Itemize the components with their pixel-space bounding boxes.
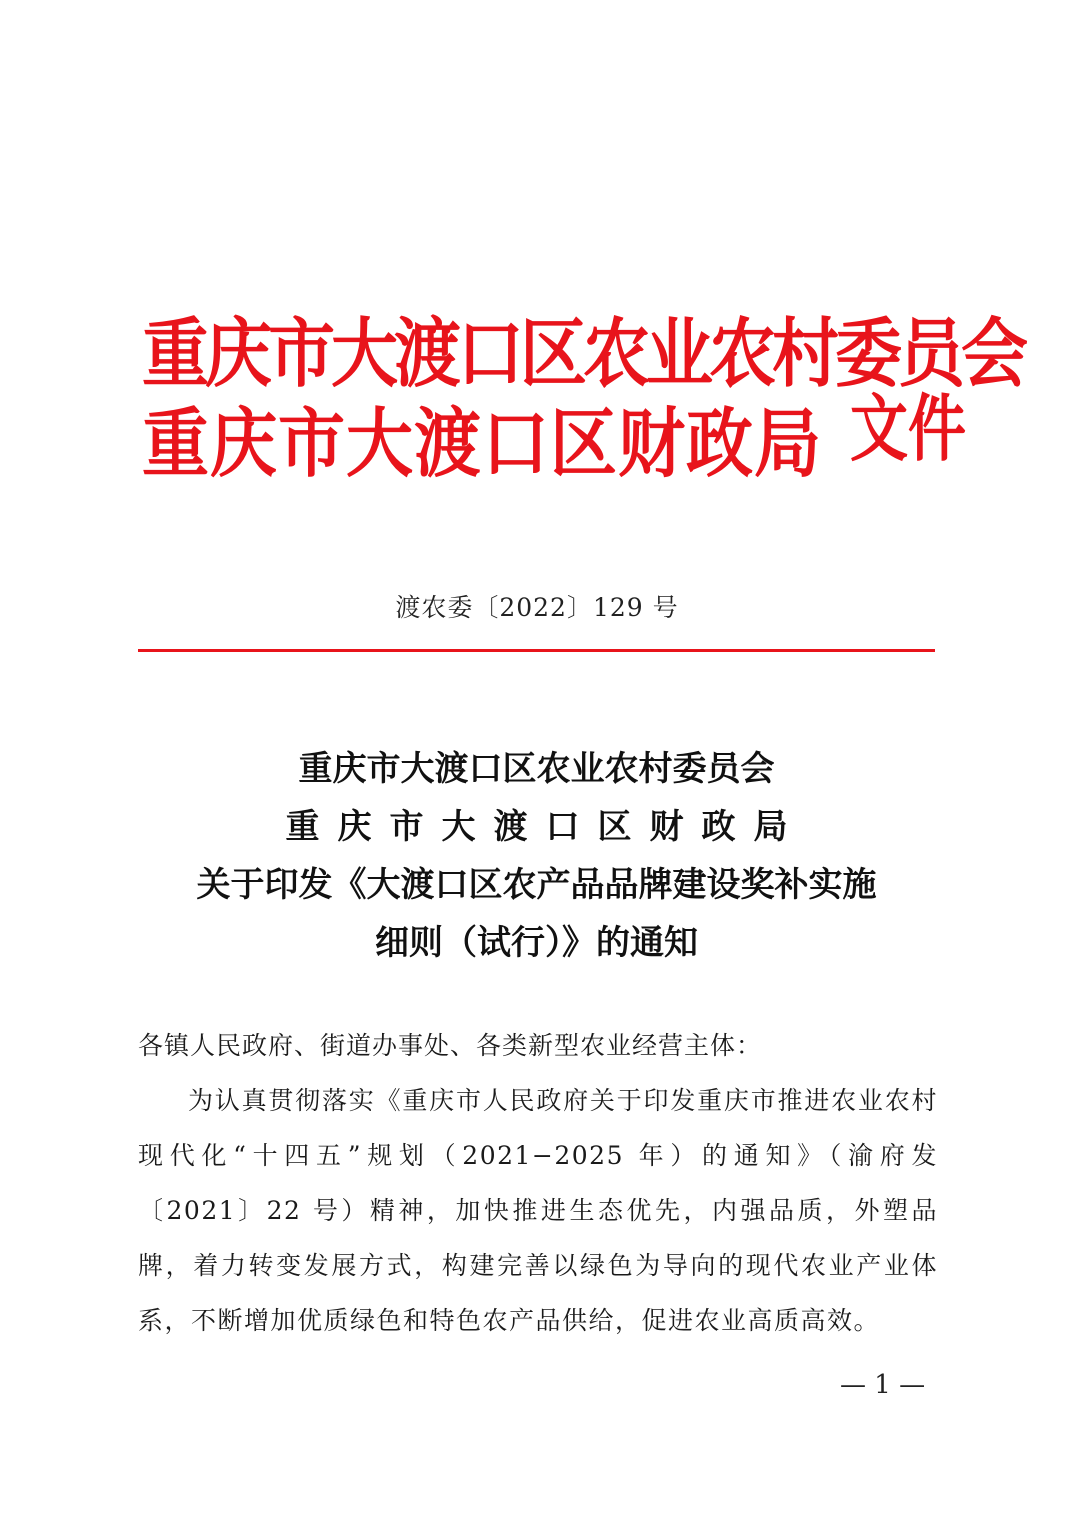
salutation: 各镇人民政府、街道办事处、各类新型农业经营主体： <box>138 1031 763 1060</box>
document-body <box>138 1018 938 1348</box>
title-line-4: 细则（试行）》的通知 <box>375 923 698 963</box>
title-line-2: 重庆市大渡口区财政局 <box>285 807 806 847</box>
red-divider <box>138 649 935 652</box>
body-paragraph: 为认真贯彻落实《重庆市人民政府关于印发重庆市推进农业农村现代化“十四五”规划（2021−2025 年）的通知》（渝府发〔2021〕22 号）精神，加快推进生态优先，内强品质，外塑品牌，着力转变发展方式，构建完善以绿色为导向的现代农业产业体系，不断增加优质绿色和特色农产品供给，促进农业高质高效。 <box>138 1086 938 1335</box>
letterhead-issuer-finance: 重庆市大渡口区财政局 <box>142 400 822 488</box>
letterhead-suffix: 文件 <box>850 386 967 472</box>
red-letterhead <box>142 300 1024 510</box>
document-title <box>138 740 935 972</box>
page-number: — 1 — <box>840 1370 926 1400</box>
title-line-1: 重庆市大渡口区农业农村委员会 <box>298 749 775 789</box>
document-number: 渡农委〔2022〕129 号 <box>395 593 679 622</box>
title-line-3: 关于印发《大渡口区农产品品牌建设奖补实施 <box>196 865 877 905</box>
letterhead-issuer-agriculture: 重庆市大渡口区农业农村委员会 <box>142 310 1024 398</box>
